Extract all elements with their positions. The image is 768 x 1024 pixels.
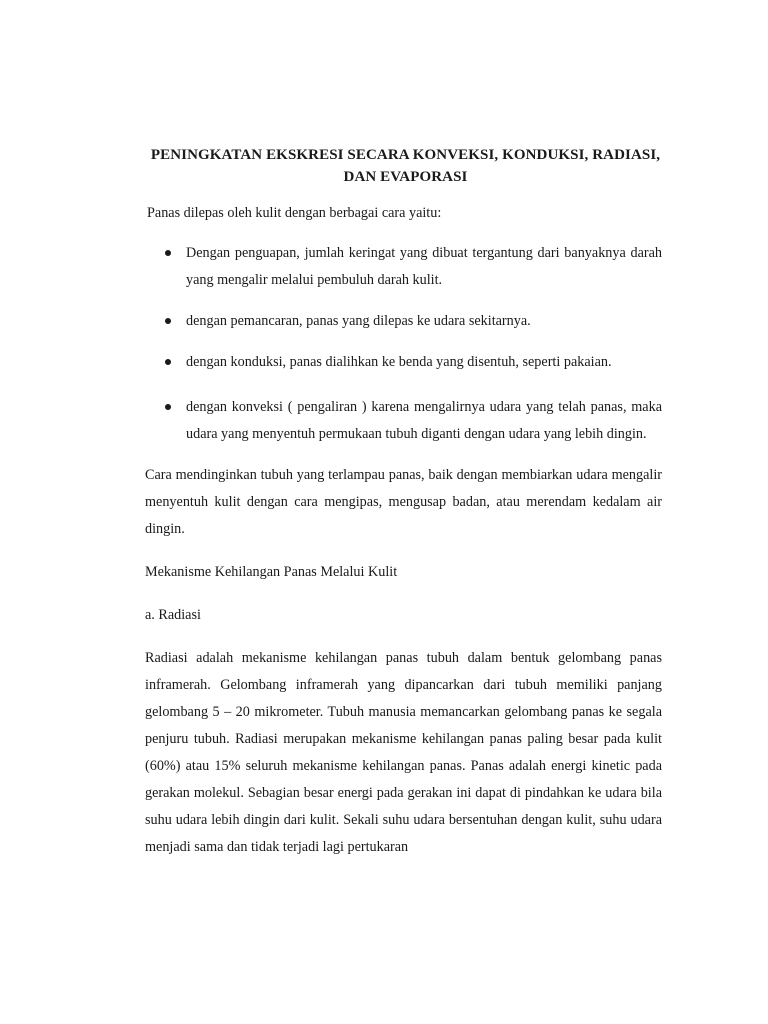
title-line-2: DAN EVAPORASI: [343, 169, 468, 185]
radiasi-paragraph: Radiasi adalah mekanisme kehilangan panas tubuh dalam bentuk gelombang panas inframerah. Gelombang inframerah yang dipancarkan dari tubuh memiliki panjang gelombang 5 – 20 mikrometer. Tubuh manusia memancarkan gelombang panas ke segala penjuru tubuh. Radiasi merupakan mekanisme kehilangan panas paling besar pada kulit (60%) atau 15% seluruh mekanisme kehilangan panas. Panas adalah energi kinetic pada gerakan molekul. Sebagian besar energi pada gerakan ini dapat di pindahkan ke udara bila suhu udara lebih dingin dari kulit. Sekali suhu udara bersentuhan dengan kulit, suhu udara menjadi sama dan tidak terjadi lagi pertukaran: [145, 650, 662, 855]
list-item: [145, 240, 662, 294]
list-item-text: dengan konduksi, panas dialihkan ke benda yang disentuh, seperti pakaian.: [186, 354, 612, 370]
list-item-text: Dengan penguapan, jumlah keringat yang dibuat tergantung dari banyaknya darah yang mengalir melalui pembuluh darah kulit.: [186, 245, 662, 288]
cooling-paragraph: Cara mendinginkan tubuh yang terlampau panas, baik dengan membiarkan udara mengalir menyentuh kulit dengan cara mengipas, mengusap badan, atau merendam kedalam air dingin.: [145, 467, 662, 537]
title-line-1: PENINGKATAN EKSKRESI SECARA KONVEKSI, KONDUKSI, RADIASI,: [150, 147, 661, 163]
list-item: [145, 308, 662, 335]
list-item-text: dengan konveksi ( pengaliran ) karena mengalirnya udara yang telah panas, maka udara yang menyentuh permukaan tubuh diganti dengan udara yang lebih dingin.: [186, 399, 662, 442]
intro-text: Panas dilepas oleh kulit dengan berbagai cara yaitu:: [147, 205, 442, 221]
bullet-icon: [165, 250, 171, 256]
list-item: [145, 394, 662, 448]
heat-release-list: [145, 240, 662, 448]
bullet-icon: [165, 359, 171, 365]
list-item: [145, 349, 662, 376]
subsection-heading: a. Radiasi: [145, 607, 201, 623]
list-item-text: dengan pemancaran, panas yang dilepas ke udara sekitarnya.: [186, 313, 531, 329]
bullet-icon: [165, 318, 171, 324]
document-title: [145, 144, 662, 188]
section-heading: Mekanisme Kehilangan Panas Melalui Kulit: [145, 564, 398, 580]
bullet-icon: [165, 404, 171, 410]
